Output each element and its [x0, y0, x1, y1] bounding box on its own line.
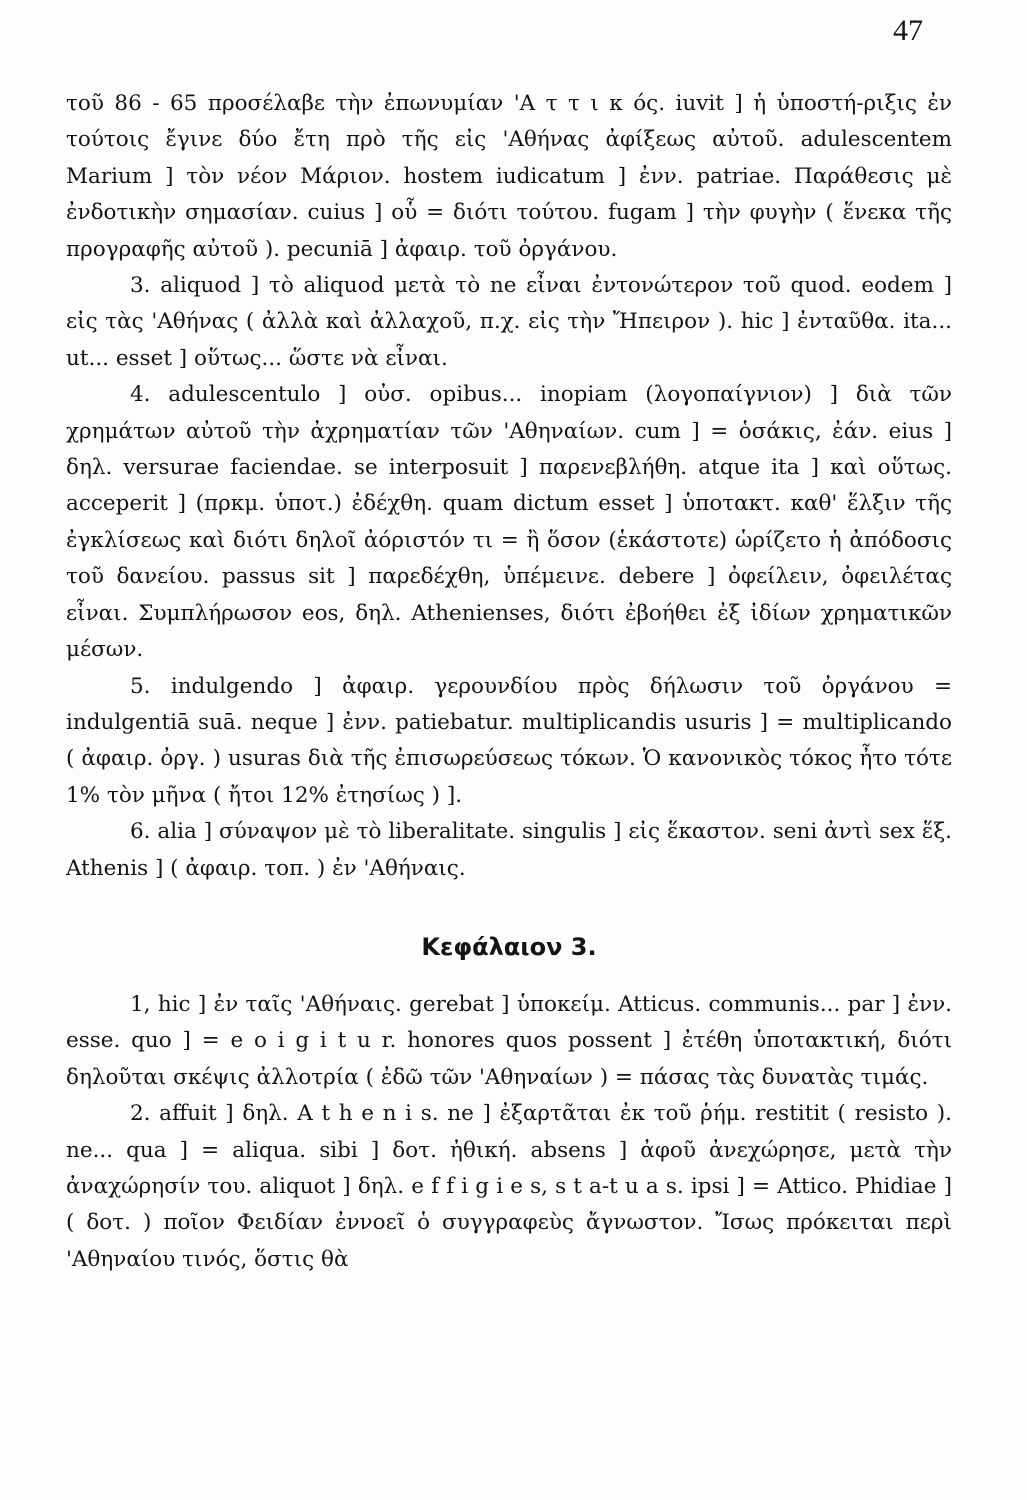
- commentary-paragraph: 1, hic ] ἐν ταῖς 'Αθήναις. gerebat ] ὑποκείμ. Atticus. communis... par ] ἐνν. esse. quo ] = e o i g i t u r. honores quos possent ] ἐτέθη ὑποτακτική, διότι δηλοῦται σκέψις ἀλλοτρία ( ἐδῶ τῶν 'Αθηναίων ) = πάσας τὰς δυνατὰς τιμάς.: [66, 991, 952, 1090]
- commentary-paragraph: 6. alia ] σύναψον μὲ τὸ liberalitate. singulis ] εἰς ἕκαστον. seni ἀντὶ sex ἕξ. Athenis ] ( ἀφαιρ. τοπ. ) ἐν 'Αθήναις.: [66, 819, 952, 881]
- page-number: 47: [893, 14, 923, 47]
- commentary-paragraph: 2. affuit ] δηλ. A t h e n i s. ne ] ἐξαρτᾶται ἐκ τοῦ ῥήμ. restitit ( resisto ). ne... qua ] = aliqua. sibi ] δοτ. ἠθική. absens ] ἀφοῦ ἀνεχώρησε, μετὰ τὴν ἀναχώρησίν του. aliquot ] δηλ. e f f i g i e s, s t a-t u a s. ipsi ] = Attico. Phidiae ] ( δοτ. ) ποῖον Φειδίαν ἐννοεῖ ὁ συγγραφεὺς ἄγνωστον. Ἴσως πρόκειται περὶ 'Αθηναίου τινός, ὅστις θὰ: [66, 1101, 952, 1272]
- commentary-body: [66, 86, 952, 1278]
- commentary-section-after: [66, 987, 952, 1278]
- section-heading: Κεφάλαιον 3.: [421, 932, 597, 961]
- commentary-paragraph: τοῦ 86 - 65 προσέλαβε τὴν ἐπωνυμίαν 'Α τ τ ι κ ός. iuvit ] ἡ ὑποστή-ριξις ἐν τούτοις ἔγινε δύο ἔτη πρὸ τῆς εἰς 'Αθήνας ἀφίξεως αὐτοῦ. adulescentem Marium ] τὸν νέον Μάριον. hostem iudicatum ] ἐνν. patriae. Παράθεσις μὲ ἐνδοτικὴν σημασίαν. cuius ] οὗ = διότι τούτου. fugam ] τὴν φυγὴν ( ἕνεκα τῆς προγραφῆς αὐτοῦ ). pecuniā ] ἀφαιρ. τοῦ ὀργάνου.: [66, 91, 952, 262]
- commentary-paragraph: 4. adulescentulo ] οὐσ. opibus... inopiam (λογοπαίγνιον) ] διὰ τῶν χρημάτων αὐτοῦ τὴν ἀχρηματίαν τῶν 'Αθηναίων. cum ] = ὁσάκις, ἐάν. eius ] δηλ. versurae faciendae. se interposuit ] παρενεβλήθη. atque ita ] καὶ οὕτως. acceperit ] (πρκμ. ὑποτ.) ἐδέχθη. quam dictum esset ] ὑποτακτ. καθ' ἕλξιν τῆς ἐγκλίσεως καὶ διότι δηλοῖ ἀόριστόν τι = ἢ ὅσον (ἑκάστοτε) ὡρίζετο ἡ ἀπόδοσις τοῦ δανείου. passus sit ] παρεδέχθη, ὑπέμεινε. debere ] ὀφείλειν, ὀφειλέτας εἶναι. Συμπλήρωσον eos, δηλ. Athenienses, διότι ἐβοήθει ἐξ ἰδίων χρηματικῶν μέσων.: [66, 382, 952, 663]
- commentary-paragraph: 3. aliquod ] τὸ aliquod μετὰ τὸ ne εἶναι ἐντονώτερον τοῦ quod. eodem ] εἰς τὰς 'Αθήνας ( ἀλλὰ καὶ ἀλλαχοῦ, π.χ. εἰς τὴν Ἤπειρον ). hic ] ἐνταῦθα. ita... ut... esset ] οὕτως... ὥστε νὰ εἶναι.: [66, 273, 952, 371]
- commentary-section-before: [66, 86, 952, 887]
- commentary-paragraph: 5. indulgendo ] ἀφαιρ. γερουνδίου πρὸς δήλωσιν τοῦ ὀργάνου = indulgentiā suā. neque ] ἐνν. patiebatur. multiplicandis usuris ] = multiplicando ( ἀφαιρ. ὀργ. ) usuras διὰ τῆς ἐπισωρεύσεως τόκων. Ὁ κανονικὸς τόκος ἦτο τότε 1% τὸν μῆνα ( ἤτοι 12% ἐτησίως ) ].: [66, 673, 952, 808]
